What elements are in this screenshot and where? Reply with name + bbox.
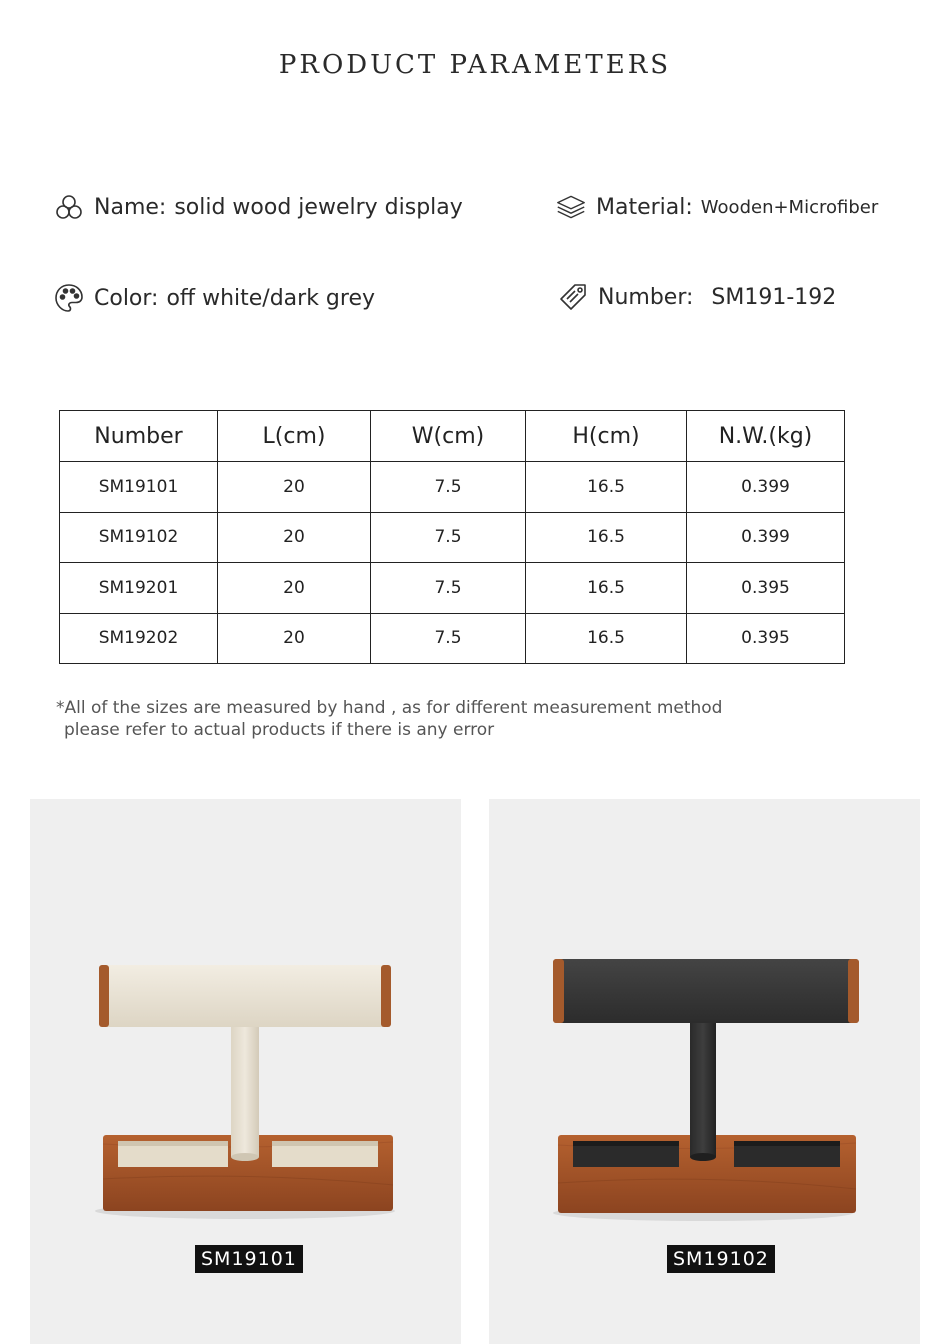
circles-icon [54,192,84,222]
header-number: Number [60,411,218,462]
product-label-tag: SM19101 [195,1245,303,1273]
header-net-weight: N.W.(kg) [687,411,845,462]
parameters-table [59,410,845,664]
cell-width: 7.5 [371,462,526,513]
cell-width: 7.5 [371,563,526,614]
product-photo-off-white [30,799,461,1344]
product-photo-dark-grey [489,799,920,1344]
spec-name-label: Name: [94,194,167,220]
note-line-1: *All of the sizes are measured by hand , as for different measurement method [56,698,723,718]
note-line-2: please refer to actual products if there is any error [64,720,495,740]
cell-length: 20 [218,512,371,563]
cell-length: 20 [218,462,371,513]
cell-number: SM19201 [60,563,218,614]
cell-length: 20 [218,563,371,614]
cell-number: SM19101 [60,462,218,513]
product-label-tag: SM19102 [667,1245,775,1273]
cell-height: 16.5 [526,462,687,513]
spec-number-value: SM191-192 [711,284,837,310]
spec-color-label: Color: [94,285,159,311]
cell-net-weight: 0.399 [687,462,845,513]
cell-width: 7.5 [371,512,526,563]
layers-icon [556,192,586,222]
spec-material [556,192,878,222]
table-row [60,613,845,664]
cell-net-weight: 0.399 [687,512,845,563]
cell-net-weight: 0.395 [687,563,845,614]
cell-number: SM19102 [60,512,218,563]
page-title: PRODUCT PARAMETERS [278,50,672,80]
cell-number: SM19202 [60,613,218,664]
spec-number [558,282,836,312]
spec-name-value: solid wood jewelry display [174,194,463,220]
spec-name [54,192,463,222]
table-row [60,563,845,614]
cell-width: 7.5 [371,613,526,664]
cell-height: 16.5 [526,613,687,664]
cell-net-weight: 0.395 [687,613,845,664]
table-row [60,462,845,513]
palette-icon [54,283,84,313]
spec-material-value: Wooden+Microfiber [700,196,879,218]
header-height: H(cm) [526,411,687,462]
header-width: W(cm) [371,411,526,462]
cell-height: 16.5 [526,512,687,563]
spec-color-value: off white/dark grey [166,285,376,311]
spec-material-label: Material: [596,194,693,220]
cell-length: 20 [218,613,371,664]
header-length: L(cm) [218,411,371,462]
measurement-note [56,697,722,741]
cell-height: 16.5 [526,563,687,614]
tag-icon [558,282,588,312]
table-row [60,512,845,563]
spec-color [54,283,375,313]
table-header-row [60,411,845,462]
spec-number-label: Number: [598,284,694,310]
